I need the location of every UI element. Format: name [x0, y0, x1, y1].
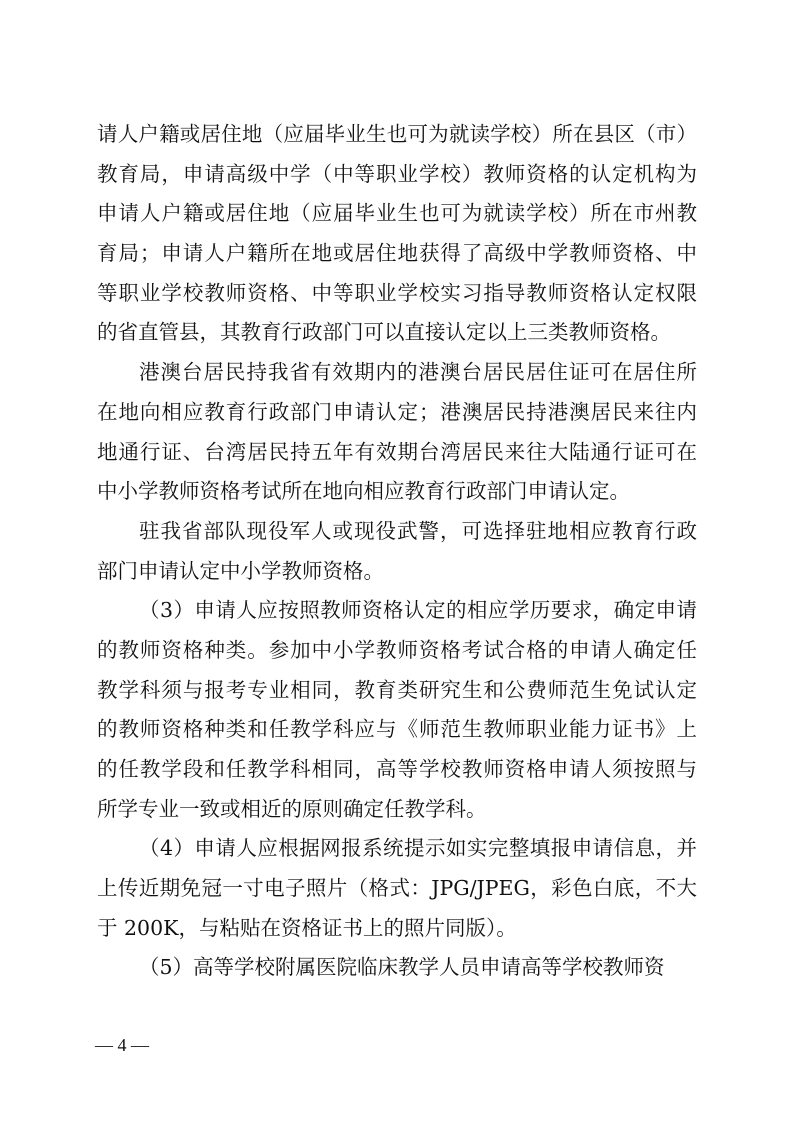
paragraph-item-4	[97, 829, 697, 948]
text-line: 教学科须与报考专业相同，教育类研究生和公费师范生免试认定	[97, 677, 697, 702]
text-line: 的省直管县，其教育行政部门可以直接认定以上三类教师资格。	[97, 320, 671, 345]
paragraph-hk-macao-taiwan	[97, 353, 697, 512]
paragraph-item-3	[97, 591, 697, 829]
body-text	[97, 115, 697, 988]
text-line: 请人户籍或居住地（应届毕业生也可为就读学校）所在县区（市）	[97, 122, 697, 146]
text-line: 育局；申请人户籍所在地或居住地获得了高级中学教师资格、中	[97, 241, 697, 266]
text-line: （4）申请人应根据网报系统提示如实完整填报申请信息，并	[139, 836, 697, 861]
paragraph-certification-authority	[97, 115, 697, 353]
text-line: 驻我省部队现役军人或现役武警，可选择驻地相应教育行政	[139, 518, 697, 543]
page-number: — 4 —	[95, 1035, 149, 1055]
text-line: 的任教学段和任教学科相同，高等学校教师资格申请人须按照与	[97, 757, 697, 781]
text-line: 所学专业一致或相近的原则确定任教学科。	[97, 796, 487, 821]
text-line: 的教师资格种类。参加中小学教师资格考试合格的申请人确定任	[97, 637, 697, 662]
text-line: 在地向相应教育行政部门申请认定；港澳居民持港澳居民来往内	[97, 399, 697, 424]
text-line: 的教师资格种类和任教学科应与《师范生教师职业能力证书》上	[97, 717, 697, 742]
text-line: 上传近期免冠一寸电子照片（格式：JPG/JPEG，彩色白底，不大	[97, 876, 697, 901]
paragraph-military	[97, 512, 697, 591]
text-line: 部门申请认定中小学教师资格。	[97, 558, 384, 583]
text-line: （3）申请人应按照教师资格认定的相应学历要求，确定申请	[139, 598, 697, 623]
text-line: 港澳台居民持我省有效期内的港澳台居民居住证可在居住所	[139, 360, 697, 385]
text-line: 于 200K，与粘贴在资格证书上的照片同版）。	[97, 915, 517, 940]
text-line: 教育局，申请高级中学（中等职业学校）教师资格的认定机构为	[97, 161, 697, 186]
text-line: 等职业学校教师资格、中等职业学校实习指导教师资格认定权限	[97, 280, 697, 305]
text-line: （5）高等学校附属医院临床教学人员申请高等学校教师资	[139, 955, 665, 980]
paragraph-item-5	[97, 948, 697, 988]
text-line: 地通行证、台湾居民持五年有效期台湾居民来往大陆通行证可在	[97, 439, 697, 464]
text-line: 中小学教师资格考试所在地向相应教育行政部门申请认定。	[97, 479, 630, 504]
text-line: 申请人户籍或居住地（应届毕业生也可为就读学校）所在市州教	[97, 201, 697, 226]
